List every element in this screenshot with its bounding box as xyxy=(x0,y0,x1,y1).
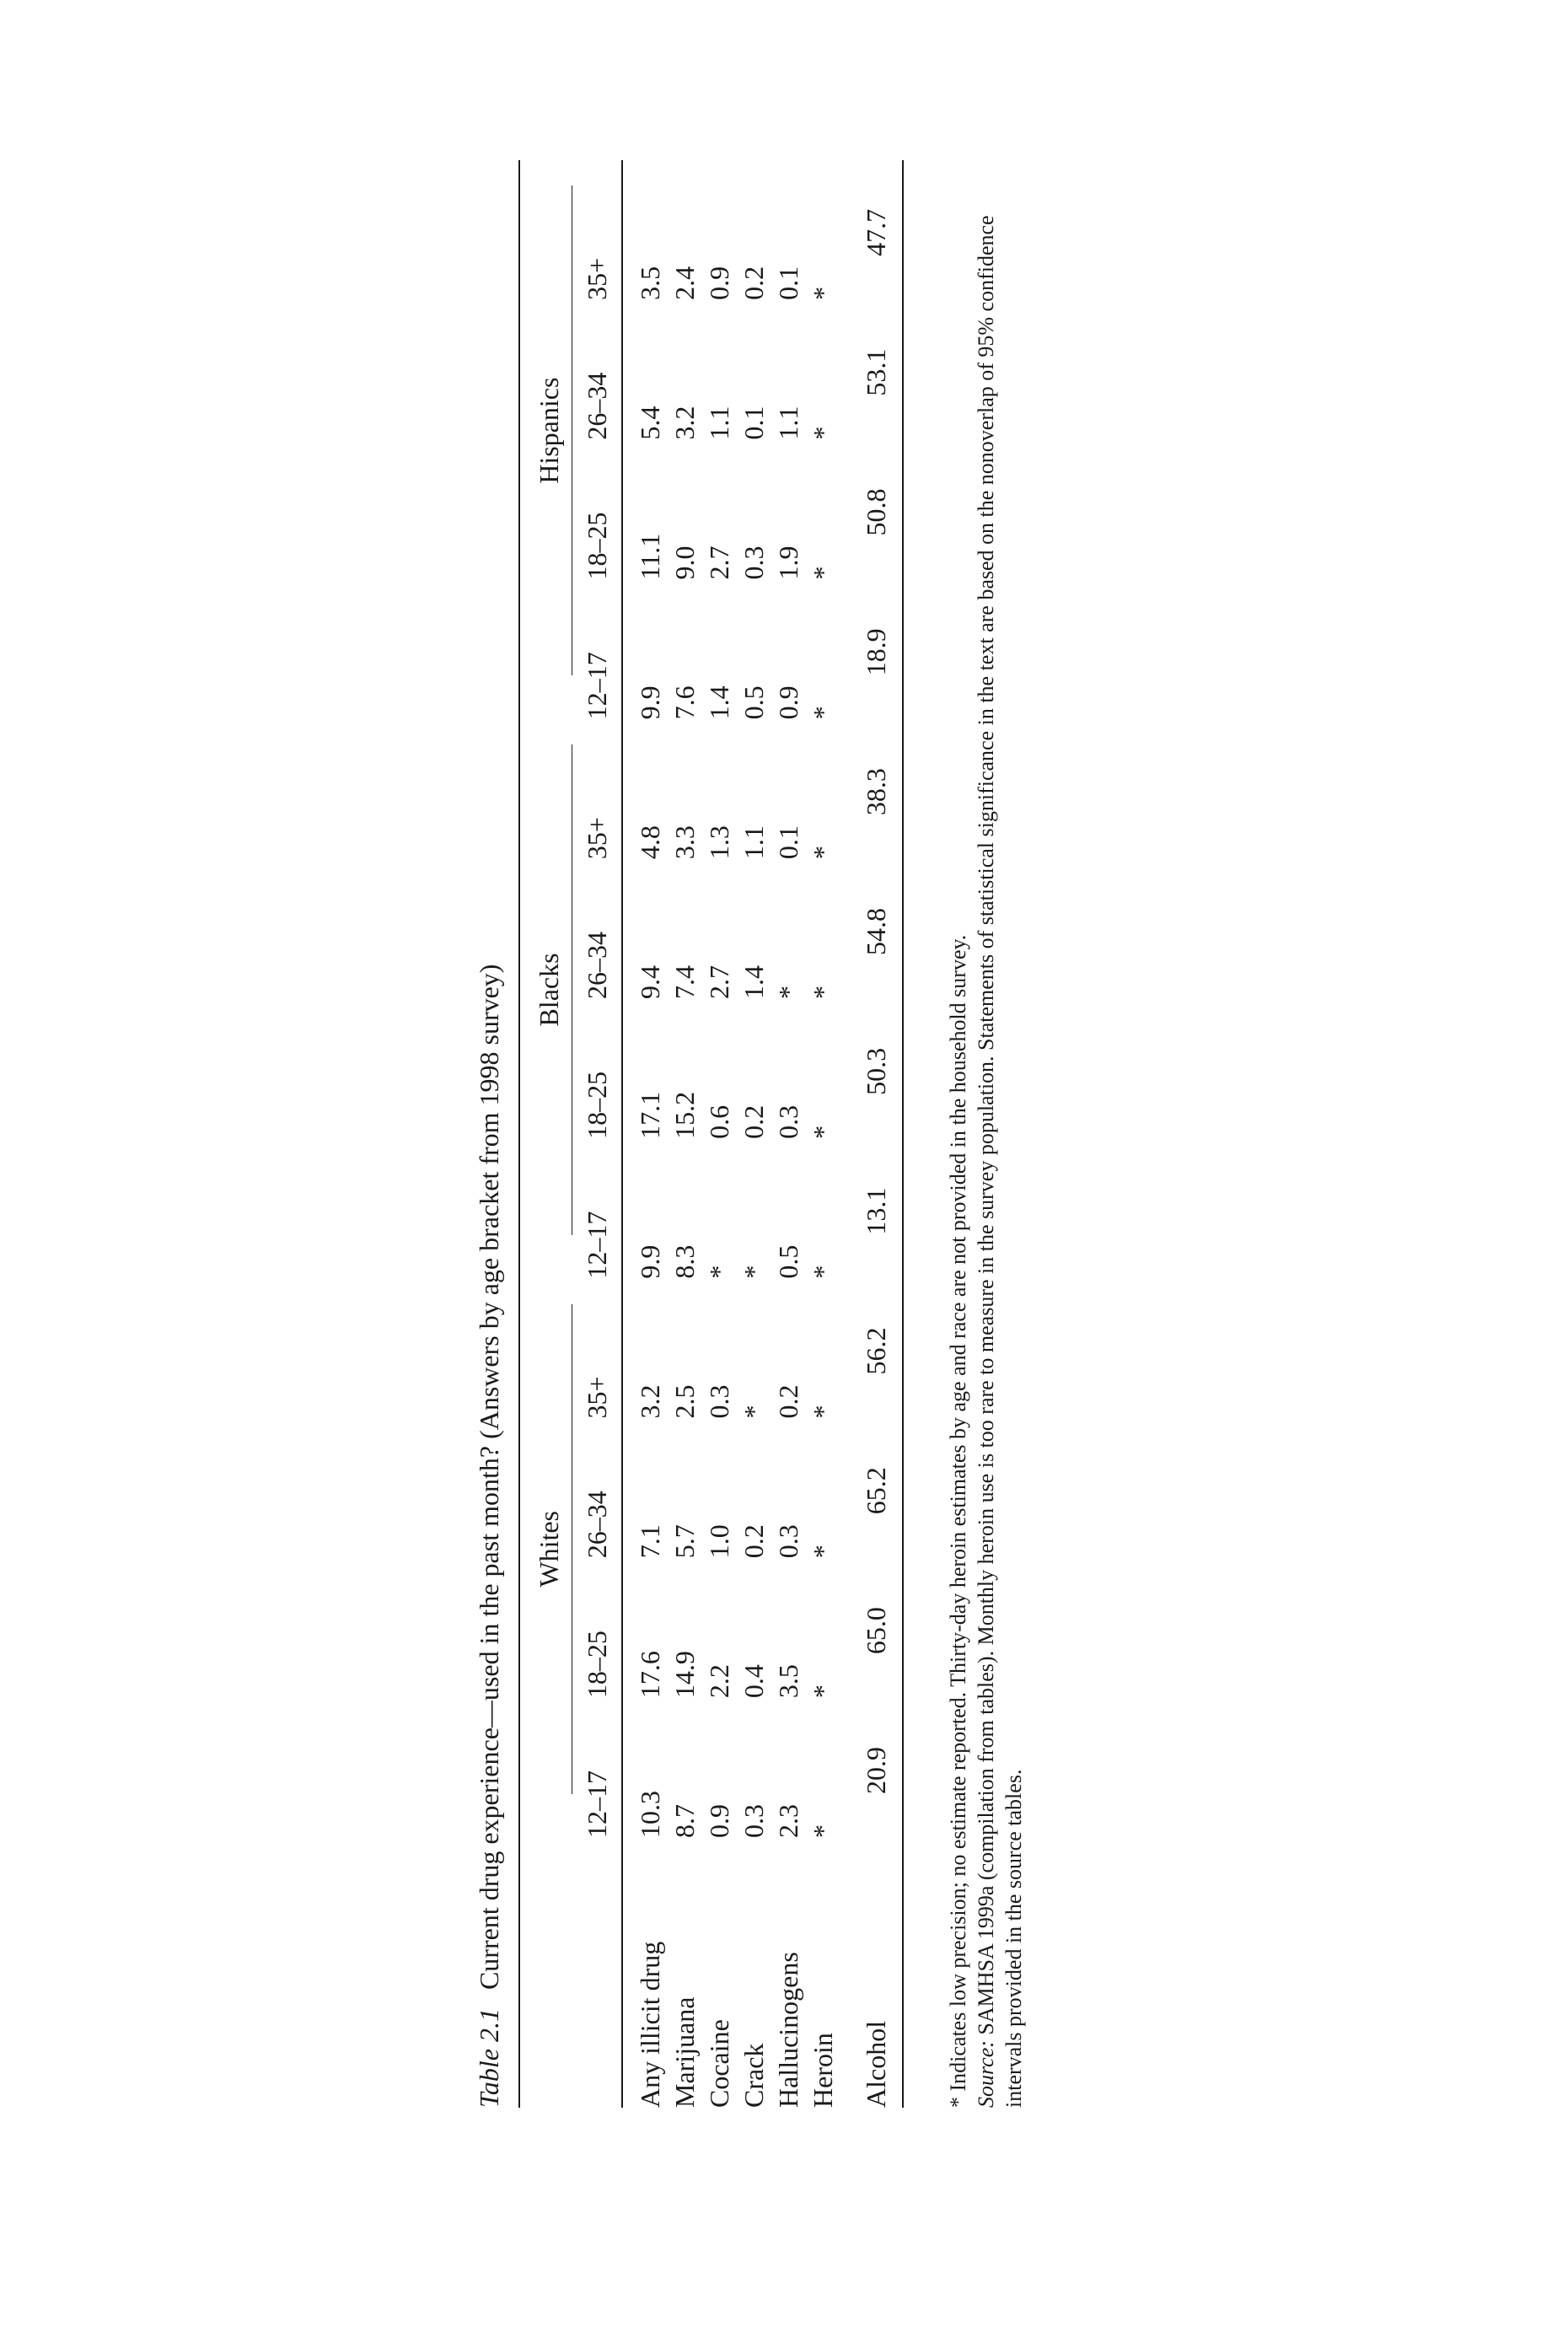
age-header: 26–34 xyxy=(572,859,622,999)
table-cell: * xyxy=(773,985,803,999)
age-header: 35+ xyxy=(572,719,622,859)
table-cell: * xyxy=(808,706,838,720)
age-header-row xyxy=(572,160,622,2108)
table-cell: 0.2 xyxy=(738,1104,769,1139)
source-label: Source: xyxy=(974,2040,998,2108)
empty-corner xyxy=(520,1838,572,2108)
table-cell: 2.7 xyxy=(704,545,734,580)
table-cell: 47.7 xyxy=(840,160,903,300)
table-cell: 17.6 xyxy=(635,1651,665,1699)
table-cell: * xyxy=(808,985,838,999)
table-cell: 5.7 xyxy=(669,1524,700,1559)
age-header: 12–17 xyxy=(572,1139,622,1279)
table-cell: * xyxy=(808,846,838,860)
table-row xyxy=(702,160,737,2108)
table-number: Table 2.1 xyxy=(474,2008,504,2108)
table-cell: 1.3 xyxy=(704,825,734,860)
age-header: 18–25 xyxy=(572,440,622,580)
table-cell: * xyxy=(738,1405,769,1419)
group-header-blacks: Blacks xyxy=(520,719,572,1278)
table-cell: * xyxy=(808,1545,838,1559)
table-cell: 1.1 xyxy=(704,406,734,440)
table-cell: 0.3 xyxy=(738,545,769,580)
table-cell: 7.1 xyxy=(635,1524,665,1559)
table-cell: 3.5 xyxy=(635,266,665,300)
table-cell: 1.1 xyxy=(773,406,803,440)
row-label: Marijuana xyxy=(669,1996,700,2108)
table-cell: 0.2 xyxy=(738,266,769,300)
table-body xyxy=(622,160,903,2108)
table-cell: 13.1 xyxy=(840,1139,903,1279)
table-cell: 9.9 xyxy=(635,1244,665,1279)
table-cell: 0.1 xyxy=(773,266,803,300)
table-cell: 0.2 xyxy=(773,1384,803,1419)
footnote: * Indicates low precision; no estimate reported. Thirty-day heroin estimates by age and race are not provided in the household survey. xyxy=(946,934,970,2108)
table-cell: 1.1 xyxy=(738,825,769,860)
table-cell: 9.4 xyxy=(635,964,665,999)
table-cell: 0.1 xyxy=(773,825,803,860)
table-row xyxy=(737,160,771,2108)
table-cell: 0.6 xyxy=(704,1104,734,1139)
group-header-hispanics: Hispanics xyxy=(520,160,572,719)
table-cell: 50.3 xyxy=(840,999,903,1139)
table-cell: * xyxy=(808,286,838,300)
table-caption xyxy=(472,964,506,2108)
age-header: 35+ xyxy=(572,1279,622,1419)
table-cell: 15.2 xyxy=(669,1091,700,1139)
table-cell: 1.9 xyxy=(773,545,803,580)
table-row xyxy=(622,160,668,2108)
table-cell: 0.9 xyxy=(704,1803,734,1838)
age-header: 12–17 xyxy=(572,580,622,720)
table-cell: 53.1 xyxy=(840,300,903,440)
table-cell: 5.4 xyxy=(635,406,665,440)
source-text: SAMHSA 1999a (compilation from tables). Monthly heroin use is too rare to measure in the survey population. Statements of statistical significance in the text are based on the nonoverlap of 95% confidence intervals provided in the source tables. xyxy=(974,215,1026,2108)
row-label: Alcohol xyxy=(840,1838,903,2108)
table-cell: 0.2 xyxy=(738,1524,769,1559)
table-cell: 9.0 xyxy=(669,545,700,580)
table-cell: 10.3 xyxy=(635,1790,665,1838)
table-cell: 17.1 xyxy=(635,1091,665,1139)
table-cell: 2.4 xyxy=(669,266,700,300)
table-cell: 2.2 xyxy=(704,1664,734,1699)
age-header: 12–17 xyxy=(572,1698,622,1838)
table-cell: 0.3 xyxy=(773,1104,803,1139)
table-cell: 0.5 xyxy=(738,685,769,720)
table-cell: 9.9 xyxy=(635,685,665,720)
table-title: Current drug experience—used in the past month? (Answers by age bracket from 1998 survey) xyxy=(474,964,504,1991)
group-header-row xyxy=(520,160,572,2108)
table-row xyxy=(668,160,702,2108)
table-cell: * xyxy=(808,1125,838,1139)
table-cell: * xyxy=(808,1824,838,1838)
table-cell: * xyxy=(808,1684,838,1699)
table-cell: 38.3 xyxy=(840,719,903,859)
table-cell: 7.6 xyxy=(669,685,700,720)
table-cell: 2.7 xyxy=(704,964,734,999)
table-cell: 11.1 xyxy=(635,533,665,580)
table-cell: 3.2 xyxy=(669,406,700,440)
source-note xyxy=(972,160,1028,2108)
drug-use-table xyxy=(518,160,904,2108)
table-cell: 14.9 xyxy=(669,1651,700,1699)
table-cell: * xyxy=(808,1405,838,1419)
table-cell: 2.5 xyxy=(669,1384,700,1419)
table-cell: * xyxy=(808,426,838,440)
table-cell: * xyxy=(808,566,838,580)
table-cell: 20.9 xyxy=(840,1698,903,1838)
table-cell: 2.3 xyxy=(773,1803,803,1838)
age-header: 18–25 xyxy=(572,1558,622,1698)
age-header: 26–34 xyxy=(572,1418,622,1558)
table-cell: 3.5 xyxy=(773,1664,803,1699)
table-cell: 54.8 xyxy=(840,859,903,999)
table-cell: 65.0 xyxy=(840,1558,903,1698)
table-cell: 18.9 xyxy=(840,580,903,720)
table-cell: 1.4 xyxy=(738,964,769,999)
table-cell: 0.3 xyxy=(773,1524,803,1559)
table-row xyxy=(840,160,903,2108)
table-cell: 7.4 xyxy=(669,964,700,999)
table-cell: * xyxy=(704,1265,734,1279)
age-header: 26–34 xyxy=(572,300,622,440)
rotated-page xyxy=(472,160,1062,2108)
table-cell: * xyxy=(808,1265,838,1279)
row-label: Cocaine xyxy=(704,2019,734,2108)
table-cell: 1.0 xyxy=(704,1524,734,1559)
table-cell: 56.2 xyxy=(840,1279,903,1419)
row-label: Hallucinogens xyxy=(773,1952,803,2108)
table-cell: 65.2 xyxy=(840,1418,903,1558)
row-label: Any illicit drug xyxy=(635,1941,665,2108)
table-cell: 0.1 xyxy=(738,406,769,440)
group-header-whites: Whites xyxy=(520,1279,572,1838)
table-cell: 3.2 xyxy=(635,1384,665,1419)
table-cell: * xyxy=(738,1265,769,1279)
table-cell: 3.3 xyxy=(669,825,700,860)
table-cell: 50.8 xyxy=(840,440,903,580)
table-notes xyxy=(944,160,1028,2108)
age-header: 18–25 xyxy=(572,999,622,1139)
table-cell: 0.3 xyxy=(738,1803,769,1838)
table-cell: 8.3 xyxy=(669,1244,700,1279)
age-header: 35+ xyxy=(572,160,622,300)
table-cell: 8.7 xyxy=(669,1803,700,1838)
table-cell: 0.4 xyxy=(738,1664,769,1699)
table-cell: 0.3 xyxy=(704,1384,734,1419)
table-cell: 0.9 xyxy=(773,685,803,720)
table-cell: 4.8 xyxy=(635,825,665,860)
table-cell: 0.9 xyxy=(704,266,734,300)
table-cell: 0.5 xyxy=(773,1244,803,1279)
row-label: Heroin xyxy=(808,2033,838,2108)
row-label: Crack xyxy=(738,2043,769,2108)
table-row xyxy=(771,160,806,2108)
table-row xyxy=(806,160,840,2108)
table-cell: 1.4 xyxy=(704,685,734,720)
